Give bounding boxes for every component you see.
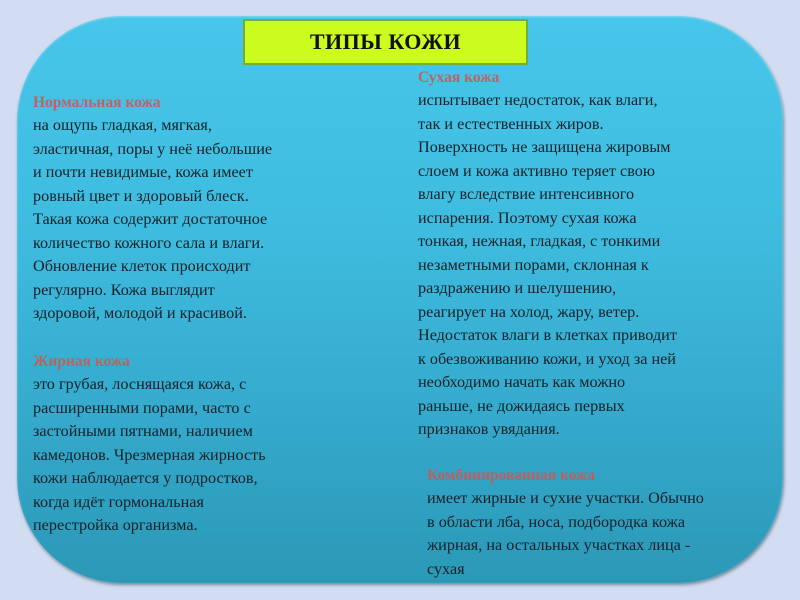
text-line: регулярно. Кожа выглядит [33,280,215,299]
text-line: здоровой, молодой и красивой. [33,304,247,322]
section-heading: Комбинированная кожа [427,467,596,484]
text-line: раздражению и шелушению, [418,279,617,297]
text-line: раньше, не дожидаясь первых [418,396,625,415]
text-line: количество кожного сала и влаги. [33,233,265,252]
section-dry-skin [418,67,677,442]
section-normal-skin [33,92,272,326]
text-line: слоем и кожа активно теряет свою [418,161,655,180]
text-line: Поверхность не защищена жировым [418,138,671,156]
text-line: необходимо начать как можно [418,373,626,391]
text-line: Недостаток влаги в клетках приводит [418,326,677,344]
text-line: Обновление клеток происходит [33,257,251,275]
section-combination-skin [427,465,704,581]
text-line: Такая кожа содержит достаточное [33,210,268,228]
text-line: в области лба, носа, подбородка кожа [427,512,686,531]
text-line: сухая [427,559,465,578]
text-line: жирная, на остальных участках лица - [427,536,691,554]
text-line: так и естественных жиров. [418,114,604,133]
text-line: и почти невидимые, кожа имеет [33,163,253,181]
section-heading: Нормальная кожа [33,94,161,111]
text-line: это грубая, лоснящаяся кожа, с [33,375,247,393]
text-line: признаков увядания. [418,420,560,438]
text-line: влагу вследствие интенсивного [418,185,635,203]
text-line: эластичная, поры у неё небольшие [33,139,273,158]
text-line: незаметными порами, склонная к [418,255,649,274]
text-line: расширенными порами, часто с [33,398,251,417]
text-line: к обезвоживанию кожи, и уход за ней [418,349,676,368]
text-line: перестройка организма. [33,516,198,534]
text-line: камедонов. Чрезмерная жирность [33,445,266,464]
section-heading: Сухая кожа [418,69,500,86]
text-line: испарения. Поэтому сухая кожа [418,208,637,227]
page-title: ТИПЫ КОЖИ [309,29,462,54]
title-box [243,19,528,65]
text-line: имеет жирные и сухие участки. Обычно [427,489,704,507]
text-line: тонкая, нежная, гладкая, с тонкими [418,232,661,250]
text-line: ровный цвет и здоровый блеск. [33,186,249,205]
text-line: испытывает недостаток, как влаги, [418,91,658,109]
text-line: когда идёт гормональная [33,492,204,511]
text-line: на ощупь гладкая, мягкая, [33,116,212,134]
section-oily-skin [33,351,266,538]
text-line: застойными пятнами, наличием [33,422,253,440]
section-heading: Жирная кожа [33,353,130,370]
text-line: кожи наблюдается у подростков, [33,469,258,487]
text-line: реагирует на холод, жару, ветер. [418,302,640,321]
